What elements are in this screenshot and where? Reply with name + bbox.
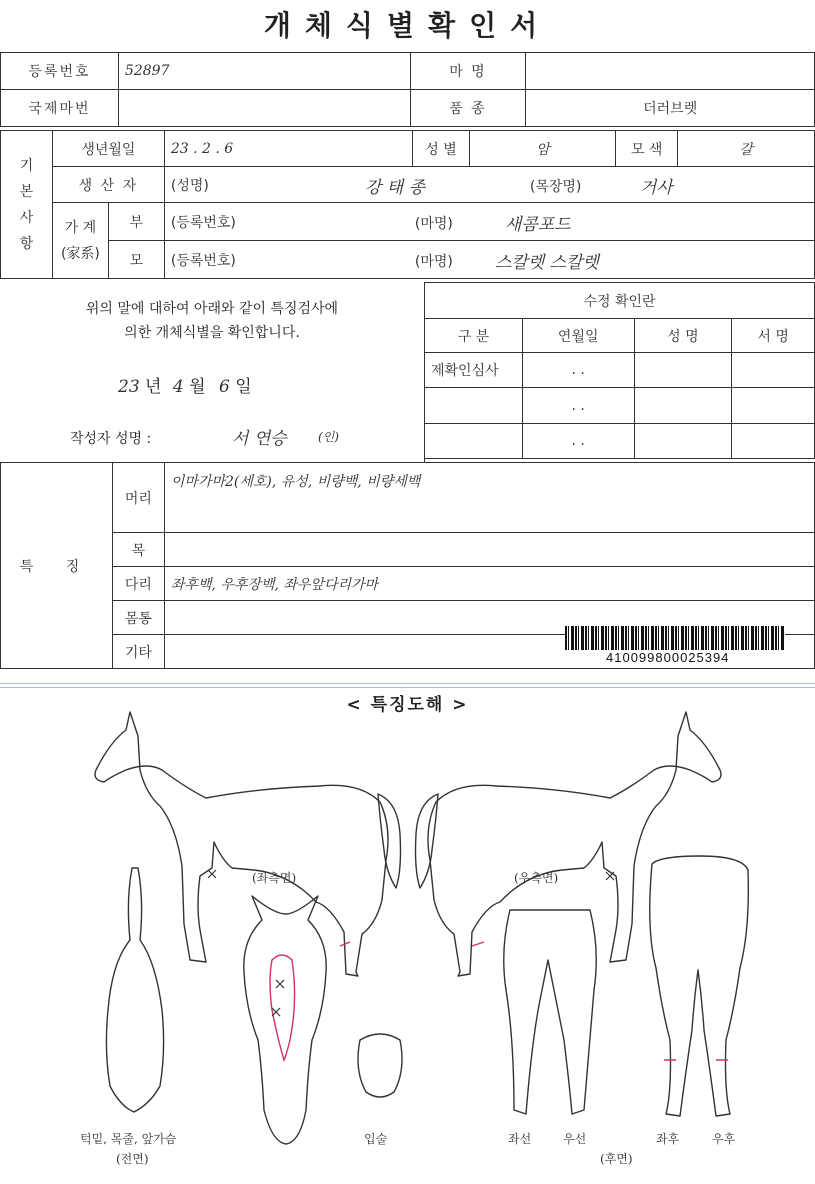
horse-diagram: [0, 710, 815, 1184]
right-fore-label: 우선: [563, 1132, 587, 1146]
revision-row-name: [634, 424, 732, 459]
breeder-row: [164, 167, 814, 203]
right-hind-label: 우후: [712, 1132, 736, 1146]
basic-char-2: 본: [19, 183, 34, 200]
date-day: 6: [218, 377, 230, 397]
breed-label: 품 종: [410, 90, 526, 127]
head-label: 머리: [112, 463, 164, 533]
sex-value: 암: [470, 131, 616, 167]
left-fore-label: 좌선: [508, 1132, 532, 1146]
revision-header-type: 구 분: [425, 319, 523, 353]
revision-row-sign: [732, 353, 815, 388]
left-hind-label: 좌후: [656, 1132, 680, 1146]
lips-label: 입술: [364, 1132, 388, 1146]
revision-table: [424, 282, 815, 459]
date-year-unit: 년: [145, 377, 162, 397]
issue-date: [118, 372, 252, 397]
statement-line-2: 의한 개체식별을 확인합니다.: [124, 325, 300, 341]
sire-name-value: 새콤포드: [504, 215, 571, 235]
sex-label: 성 별: [412, 131, 470, 167]
revision-row-sign: [732, 424, 815, 459]
dam-row: [164, 241, 814, 279]
revision-row-type: [425, 424, 523, 459]
chest-front-view: [106, 868, 163, 1112]
neck-label: 목: [112, 533, 164, 567]
hindquarters-rear-view: [650, 856, 749, 1116]
birth-value: 23 . 2 . 6: [164, 131, 412, 167]
leg-value: 좌후백, 우후장백, 좌우앞다리가마: [164, 567, 814, 601]
whorl-mark-1: [276, 980, 284, 988]
barcode: [565, 626, 785, 650]
farm-value: 거사: [639, 178, 673, 198]
divider-line-2: [0, 687, 815, 688]
reg-no-value: 52897: [118, 53, 410, 90]
revision-row-name: [634, 353, 732, 388]
sire-reg-no-label: (등록번호): [170, 214, 236, 231]
etc-label: 기타: [112, 635, 164, 669]
breed-value: 더러브렛: [526, 90, 815, 127]
reg-no-label: 등록번호: [1, 53, 119, 90]
diagram-title: < 특징도해 >: [346, 695, 469, 715]
basic-char-3: 사: [19, 209, 34, 226]
sire-row: [164, 203, 814, 241]
revision-row-date: . .: [522, 424, 634, 459]
lips-view: [358, 1034, 402, 1097]
pedigree-label-hanja: (家系): [60, 245, 100, 262]
revision-row-type: [425, 388, 523, 424]
sire-label: 부: [108, 203, 164, 241]
dam-reg-no-label: (등록번호): [170, 252, 236, 269]
right-side-label: (우측면): [514, 871, 559, 885]
right-side-horse: [428, 712, 721, 976]
right-side-tail: [416, 794, 439, 888]
head-value: 이마가마2(세호), 유성, 비량백, 비량세백: [164, 463, 814, 533]
farm-label: (목장명): [529, 179, 582, 195]
features-section-label: 특 징: [1, 463, 113, 669]
revision-row-date: . .: [522, 353, 634, 388]
revision-header-date: 연월일: [522, 319, 634, 353]
barcode-number: 410099800025394: [606, 650, 730, 665]
body-label: 몸통: [112, 601, 164, 635]
pedigree-label: 가 계: [64, 219, 97, 236]
horse-name-label: 마 명: [410, 53, 526, 90]
sire-name-label: (마명): [414, 216, 453, 232]
revision-header-name: 성 명: [634, 319, 732, 353]
horse-name-value: [526, 53, 815, 90]
birth-label: 생년월일: [52, 131, 164, 167]
whorl-mark-2: [272, 1008, 280, 1016]
left-side-label: (좌측면): [252, 871, 297, 885]
basic-char-4: 항: [19, 235, 34, 252]
right-hind-marking: [472, 942, 484, 946]
revision-row-sign: [732, 388, 815, 424]
basic-info-table: [0, 52, 815, 127]
forelegs-front-view: [504, 910, 597, 1114]
revision-row-date: . .: [522, 388, 634, 424]
breeder-name-value: 강 태 종: [364, 178, 425, 198]
pedigree-label-cell: [52, 203, 108, 279]
revision-title: 수정 확인란: [425, 283, 815, 319]
color-label: 모 색: [616, 131, 678, 167]
chest-label: 턱밑, 목줄, 앞가슴: [80, 1132, 177, 1146]
rear-label: (후면): [600, 1152, 633, 1166]
dam-name-label: (마명): [414, 254, 453, 270]
basic-section-label: [1, 131, 53, 279]
date-month: 4: [172, 377, 184, 397]
intl-name-label: 국제마번: [1, 90, 119, 127]
dam-label: 모: [108, 241, 164, 279]
writer-label: 작성자 성명 :: [70, 431, 152, 447]
intl-name-value: [118, 90, 410, 127]
writer-sign: (인): [318, 430, 339, 444]
leg-whorl-left: [208, 870, 216, 878]
dam-name-value: 스칼렛 스칼렛: [494, 253, 599, 273]
revision-row-name: [634, 388, 732, 424]
color-value: 갈: [678, 131, 815, 167]
neck-value: [164, 533, 814, 567]
writer-value: 서 연승: [232, 429, 287, 449]
date-day-unit: 일: [235, 377, 252, 397]
head-marking-blaze: [270, 955, 295, 1060]
document-title: 개체식별확인서: [263, 9, 552, 42]
left-side-tail: [378, 794, 401, 888]
revision-row-type: 제확인심사: [425, 353, 523, 388]
front-label: (전면): [116, 1152, 149, 1166]
date-month-unit: 월: [189, 377, 206, 397]
statement-line-1: 위의 말에 대하여 아래와 같이 특징검사에: [85, 301, 339, 317]
date-year: 23: [118, 377, 140, 397]
divider-line-1: [0, 683, 815, 684]
confirm-box: [0, 282, 425, 463]
leg-label: 다리: [112, 567, 164, 601]
revision-header-sign: 서 명: [732, 319, 815, 353]
left-side-horse: [95, 712, 388, 976]
breeder-name-label: (성명): [170, 177, 209, 194]
head-front-view: [244, 896, 326, 1144]
leg-whorl-right: [606, 872, 614, 880]
breeder-label: 생 산 자: [52, 167, 164, 203]
basic-section-table: [0, 130, 815, 279]
basic-char-1: 기: [19, 157, 34, 174]
